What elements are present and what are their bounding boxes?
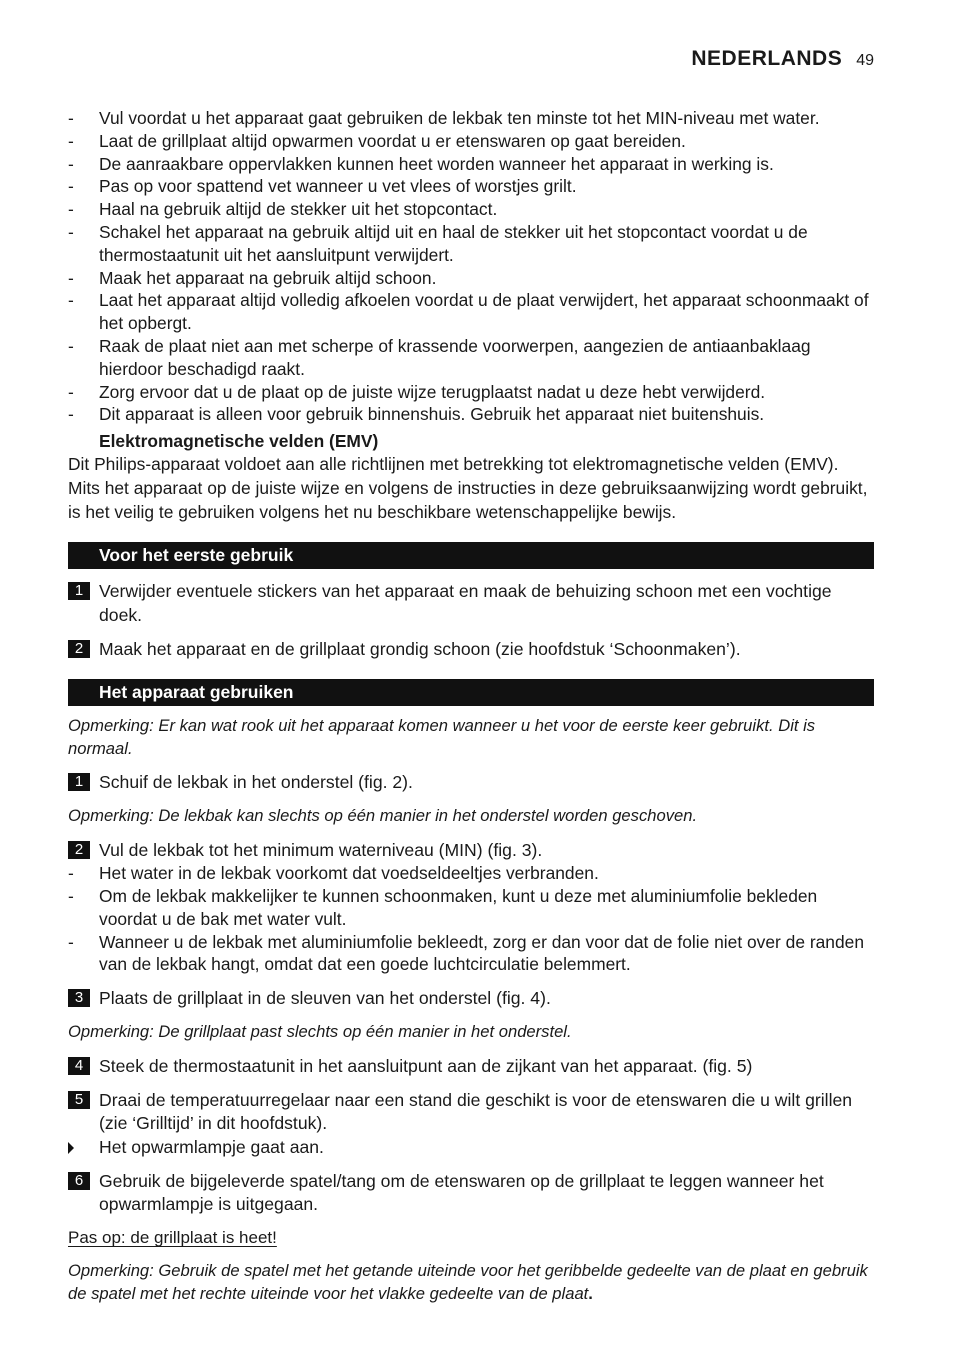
section-heading-use: Het apparaat gebruiken xyxy=(68,679,874,706)
list-item: - Laat de grillplaat altijd opwarmen voordat u er etenswaren op gaat bereiden. xyxy=(68,130,686,151)
step-number: 6 xyxy=(68,1172,90,1190)
list-item: - Dit apparaat is alleen voor gebruik binnenshuis. Gebruik het apparaat niet buitenshuis. xyxy=(68,404,765,425)
warning-text: Pas op: de grillplaat is heet! xyxy=(68,1228,277,1248)
emv-paragraph: Dit Philips-apparaat voldoet aan alle richtlijnen met betrekking tot elektromagnetische velden (EMV). Mits het apparaat op de juiste wijze en volgens de instructies in deze gebruiksaanwijzing wordt gebruikt, is het veilig te gebruiken volgens het nu beschikbare wetenschappelijke bewijs. xyxy=(68,453,868,522)
note-intro: Opmerking: Er kan wat rook uit het apparaat komen wanneer u het voor de eerste keer gebruikt. Dit is normaal. xyxy=(68,715,816,758)
section-heading-first-use: Voor het eerste gebruik xyxy=(68,542,874,569)
warning-wrap xyxy=(68,1227,874,1249)
page-header xyxy=(691,47,874,71)
list-item: - Schakel het apparaat na gebruik altijd uit en haal de stekker uit het stopcontact voordat u de thermostaatunit uit het aansluitpunt verwijdert. xyxy=(68,221,808,265)
list-item: - Om de lekbak makkelijker te kunnen schoonmaken, kunt u deze met aluminiumfolie bekleden voordat u de bak met water vult. xyxy=(68,885,818,929)
list-item: - Het water in de lekbak voorkomt dat voedseldeeltjes verbranden. xyxy=(68,863,599,884)
step-item: 2 Vul de lekbak tot het minimum waterniveau (MIN) (fig. 3). xyxy=(68,839,874,862)
list-item: - Zorg ervoor dat u de plaat op de juiste wijze terugplaatst nadat u deze hebt verwijderd. xyxy=(68,381,766,402)
step-item: 1 Schuif de lekbak in het onderstel (fig. 2). xyxy=(68,771,874,794)
note-step1: Opmerking: De lekbak kan slechts op één manier in het onderstel worden geschoven. xyxy=(68,806,698,826)
step-item: 4 Steek de thermostaatunit in het aansluitpunt aan de zijkant van het apparaat. (fig. 5) xyxy=(68,1055,874,1078)
step-item: 5 Draai de temperatuurregelaar naar een stand die geschikt is voor de etenswaren die u wilt grillen (zie ‘Grilltijd’ in dit hoofdstuk). xyxy=(68,1089,874,1135)
language-label: NEDERLANDS xyxy=(691,47,843,70)
step-number: 1 xyxy=(68,582,90,600)
result-arrow-icon xyxy=(68,1142,74,1154)
page-content xyxy=(68,107,874,1305)
list-item: - Vul voordat u het apparaat gaat gebruiken de lekbak ten minste tot het MIN-niveau met water. xyxy=(68,108,820,128)
step-number: 5 xyxy=(68,1091,90,1109)
step-number: 2 xyxy=(68,841,90,859)
list-item: - Maak het apparaat na gebruik altijd schoon. xyxy=(68,267,437,288)
step-item: 6 Gebruik de bijgeleverde spatel/tang om de etenswaren op de grillplaat te leggen wanneer het opwarmlampje is uitgegaan. xyxy=(68,1170,874,1216)
list-item: - Haal na gebruik altijd de stekker uit het stopcontact. xyxy=(68,199,498,220)
step-result: Het opwarmlampje gaat aan. xyxy=(68,1136,874,1159)
list-item: - Raak de plaat niet aan met scherpe of krassende voorwerpen, aangezien de antiaanbaklaag hierdoor beschadigd raakt. xyxy=(68,335,811,379)
step-number: 3 xyxy=(68,989,90,1007)
list-item: - De aanraakbare oppervlakken kunnen heet worden wanneer het apparaat in werking is. xyxy=(68,153,774,174)
step-item: 2 Maak het apparaat en de grillplaat grondig schoon (zie hoofdstuk ‘Schoonmaken’). xyxy=(68,638,874,661)
step-number: 4 xyxy=(68,1057,90,1075)
step2-bullets xyxy=(68,862,874,976)
list-item: - Laat het apparaat altijd volledig afkoelen voordat u de plaat verwijdert, het apparaat schoonmaakt of het opbergt. xyxy=(68,290,869,334)
step-number: 1 xyxy=(68,773,90,791)
safety-list xyxy=(68,107,874,426)
note-step3: Opmerking: De grillplaat past slechts op één manier in het onderstel. xyxy=(68,1022,572,1042)
step-number: 2 xyxy=(68,640,90,658)
emv-heading: Elektromagnetische velden (EMV) xyxy=(99,431,379,452)
page-number: 49 xyxy=(856,52,874,69)
note-final: Opmerking: Gebruik de spatel met het getande uiteinde voor het geribbelde gedeelte van de plaat en gebruik de spatel met het rechte uiteinde voor het vlakke gedeelte van de plaat. xyxy=(68,1261,868,1303)
list-item: - Pas op voor spattend vet wanneer u vet vlees of worstjes grilt. xyxy=(68,176,577,197)
list-item: - Wanneer u de lekbak met aluminiumfolie bekleedt, zorg er dan voor dat de folie niet over de randen van de lekbak hangt, omdat dat een goede luchtcirculatie belemmert. xyxy=(68,931,864,975)
step-item: 1 Verwijder eventuele stickers van het apparaat en maak de behuizing schoon met een vochtige doek. xyxy=(68,580,874,626)
step-item: 3 Plaats de grillplaat in de sleuven van het onderstel (fig. 4). xyxy=(68,987,874,1010)
